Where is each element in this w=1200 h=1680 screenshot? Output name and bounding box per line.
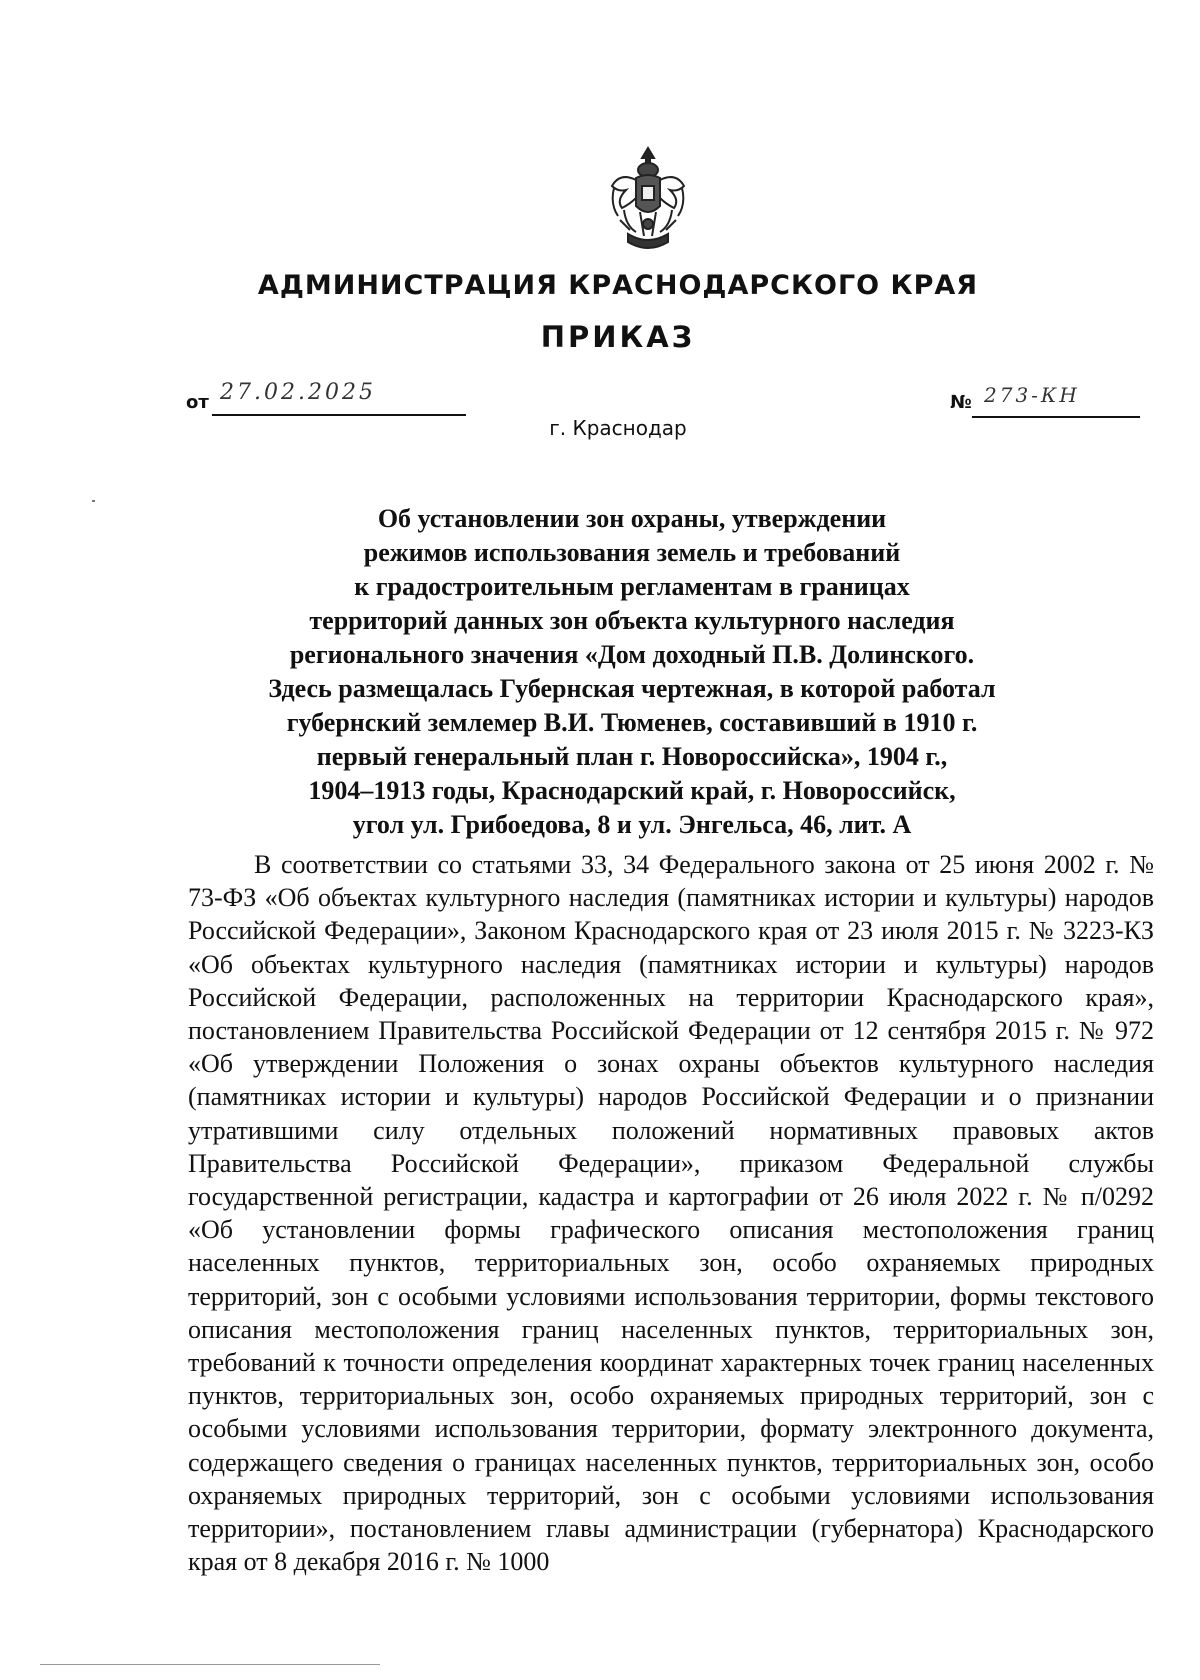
number-label: № (950, 392, 972, 413)
subject-line: Об установлении зон охраны, утверждении (377, 504, 887, 533)
organization-title: АДМИНИСТРАЦИЯ КРАСНОДАРСКОГО КРАЯ (257, 270, 979, 301)
subject-line: угол ул. Грибоедова, 8 и ул. Энгельса, 46, лит. А (352, 810, 912, 839)
subject-heading (232, 502, 1032, 842)
scan-speck (92, 500, 95, 502)
coat-of-arms-icon (606, 146, 690, 256)
subject-line: регионального значения «Дом доходный П.В. Долинского. (289, 640, 975, 669)
footer-rule (40, 1664, 380, 1665)
subject-line: губернский землемер В.И. Тюменев, составивший в 1910 г. (286, 708, 978, 737)
document-type: ПРИКАЗ (540, 320, 696, 354)
subject-line: территорий данных зон объекта культурного наследия (309, 606, 955, 635)
city: г. Краснодар (549, 416, 687, 440)
number-field (950, 383, 1140, 416)
date-field (186, 380, 466, 414)
date-label: от (186, 392, 209, 413)
subject-line: к градостроительным регламентам в границах (354, 572, 910, 601)
subject-line: 1904–1913 годы, Краснодарский край, г. Новороссийск, (308, 776, 956, 805)
body-paragraph: В соответствии со статьями 33, 34 Федерального закона от 25 июня 2002 г. № 73-ФЗ «Об объектах культурного наследия (памятниках истории и культуры) народов Российской Федерации», Законом Краснодарского края от 23 июля 2015 г. № 3223-КЗ «Об объектах культурного наследия (памятниках истории и культуры) народов Российской Федерации, расположенных на территории Краснодарского края», постановлением Правительства Российской Федерации от 12 сентября 2015 г. № 972 «Об утверждении Положения о зонах охраны объектов культурного наследия (памятниках истории и культуры) народов Российской Федерации и о признании утратившими силу отдельных положений нормативных правовых актов Правительства Российской Федерации», приказом Федеральной службы государственной регистрации, кадастра и картографии от 26 июля 2022 г. № п/0292 «Об установлении формы графического описания местоположения границ населенных пунктов, территориальных зон, особо охраняемых природных территорий, зон с особыми условиями использования территории, формы текстового описания местоположения границ населенных пунктов, территориальных зон, требований к точности определения координат характерных точек границ населенных пунктов, территориальных зон, особо охраняемых природных территорий, зон с особыми условиями использования территории, формату электронного документа, содержащего сведения о границах населенных пунктов, территориальных зон, особо охраняемых природных территорий, зон с особыми условиями использования территории», постановлением главы администрации (губернатора) Краснодарского края от 8 декабря 2016 г. № 1000 (188, 850, 1154, 1577)
subject-line: режимов использования земель и требований (363, 538, 901, 567)
subject-line: первый генеральный план г. Новороссийска», 1904 г., (316, 742, 948, 771)
date-value: 27.02.2025 (220, 380, 376, 405)
subject-line: Здесь размещалась Губернская чертежная, в которой работал (268, 674, 996, 703)
number-value: 273-КН (984, 383, 1080, 407)
